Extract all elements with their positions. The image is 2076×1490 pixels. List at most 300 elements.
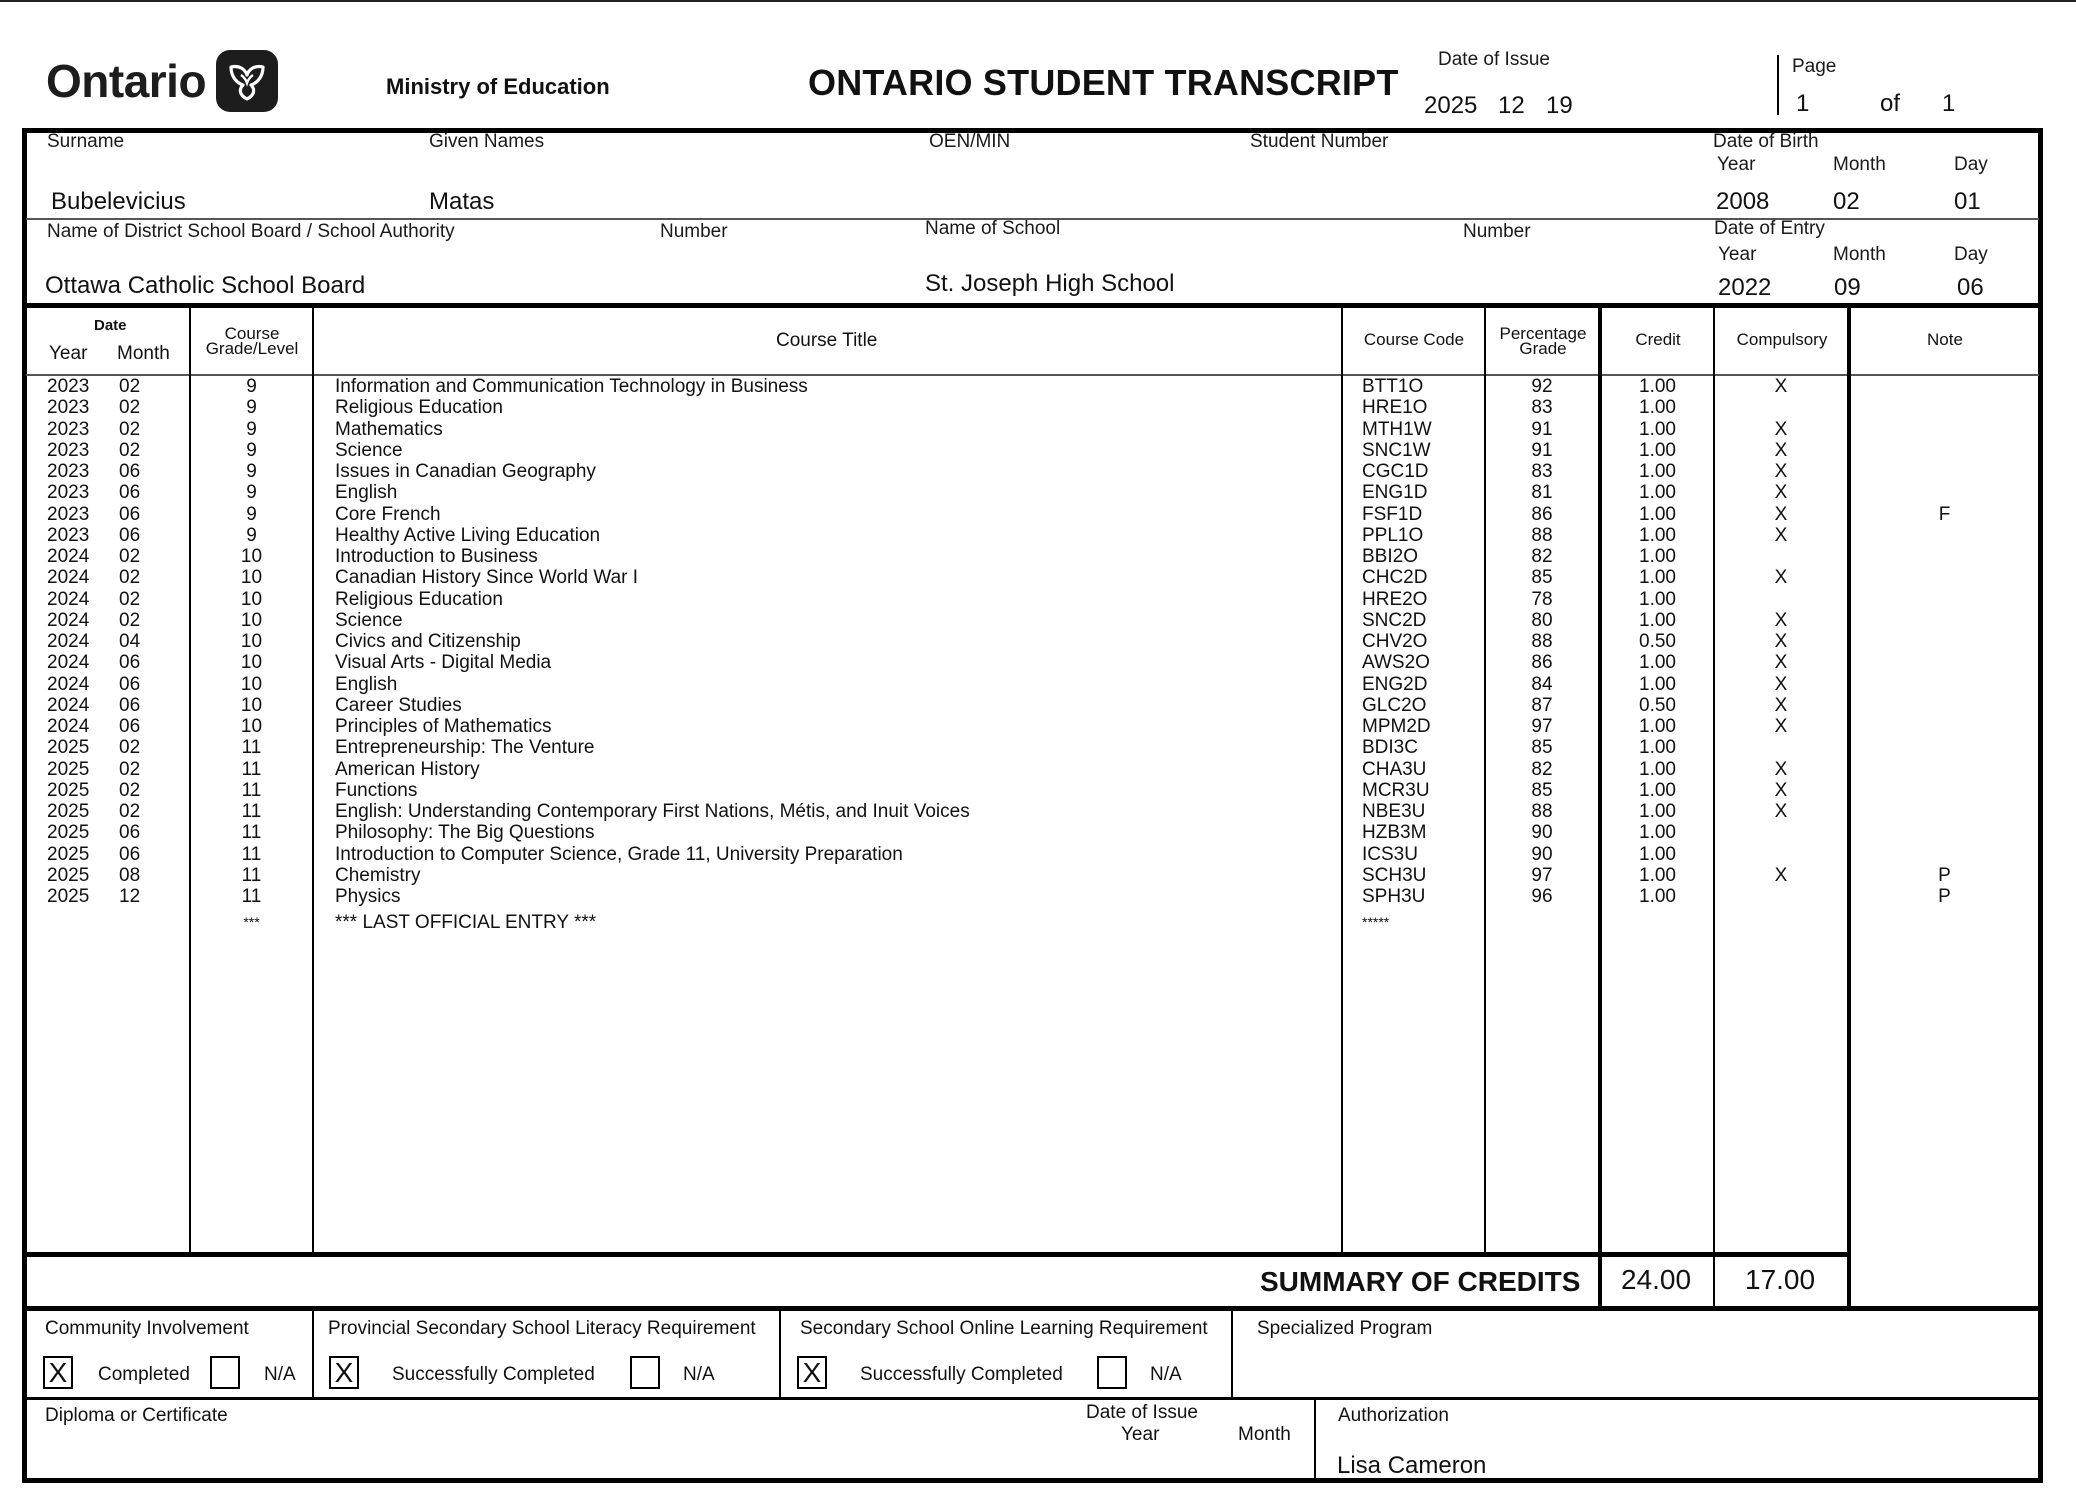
course-credit: 1.00 (1639, 779, 1676, 801)
authorization-name: Lisa Cameron (1337, 1452, 1487, 1479)
course-year: 2025 (47, 864, 90, 886)
course-year: 2023 (47, 376, 90, 397)
community-label: Community Involvement (45, 1318, 249, 1339)
course-title: Principles of Mathematics (335, 716, 552, 737)
last-entry-grade: *** (243, 914, 260, 931)
course-code: ENG1D (1362, 482, 1428, 504)
top-border (0, 0, 2076, 2)
literacy-label: Provincial Secondary School Literacy Requirement (328, 1318, 756, 1339)
course-grade: 11 (241, 779, 262, 801)
course-pct: 85 (1531, 779, 1553, 801)
course-code: SNC2D (1362, 609, 1427, 631)
course-year: 2025 (47, 779, 90, 801)
course-pct: 97 (1531, 716, 1553, 737)
course-row (0, 567, 2076, 588)
course-year: 2023 (47, 461, 90, 482)
header-course-code: Course Code (1363, 330, 1465, 349)
given-names-value: Matas (429, 188, 495, 215)
course-year: 2025 (47, 822, 90, 844)
course-code: CHC2D (1362, 567, 1428, 589)
course-credit: 1.00 (1639, 716, 1676, 737)
course-month: 08 (119, 864, 141, 886)
course-title: Religious Education (335, 588, 503, 610)
diploma-label: Diploma or Certificate (45, 1405, 228, 1426)
course-table-body (0, 376, 2076, 1256)
header-month: Month (117, 343, 170, 364)
course-comp: X (1774, 418, 1788, 440)
course-grade: 11 (241, 758, 262, 780)
header-year: Year (49, 343, 88, 364)
course-comp: X (1774, 461, 1788, 482)
course-credit: 1.00 (1639, 376, 1676, 397)
course-year: 2024 (47, 588, 90, 610)
course-comp: X (1774, 673, 1788, 695)
course-pct: 96 (1531, 886, 1553, 907)
course-code: NBE3U (1362, 801, 1426, 822)
course-month: 02 (119, 588, 141, 610)
course-month: 06 (119, 524, 141, 546)
ministry-name: Ministry of Education (386, 74, 610, 99)
course-row (0, 695, 2076, 716)
course-credit: 1.00 (1639, 801, 1676, 822)
course-year: 2024 (47, 546, 90, 567)
entry-day: 06 (1957, 274, 1984, 301)
course-month: 02 (119, 609, 141, 631)
course-pct: 81 (1531, 482, 1553, 504)
course-title: Religious Education (335, 397, 503, 419)
course-grade: 9 (246, 439, 257, 461)
course-comp: X (1774, 779, 1788, 801)
course-grade: 11 (241, 801, 262, 822)
course-code: BTT1O (1362, 376, 1424, 397)
course-row (0, 589, 2076, 610)
course-pct: 83 (1531, 397, 1553, 419)
course-month: 06 (119, 716, 141, 737)
course-grade: 9 (246, 461, 257, 482)
course-credit: 1.00 (1639, 886, 1676, 907)
course-credit: 0.50 (1639, 631, 1676, 652)
course-grade: 9 (246, 482, 257, 504)
course-month: 02 (119, 546, 141, 567)
header-date: Date (94, 317, 127, 334)
page-current: 1 (1796, 90, 1810, 117)
course-pct: 92 (1531, 376, 1553, 397)
course-grade: 10 (240, 567, 263, 589)
course-credit: 1.00 (1639, 567, 1676, 589)
footer-issue-month-label: Month (1238, 1424, 1291, 1445)
school-name-label: Name of School (925, 218, 1061, 239)
course-comp: X (1774, 503, 1788, 525)
course-row (0, 461, 2076, 482)
online-label: Secondary School Online Learning Requirement (800, 1318, 1208, 1339)
student-number-label: Student Number (1250, 131, 1389, 152)
entry-month: 09 (1834, 274, 1861, 301)
course-title: Issues in Canadian Geography (335, 461, 596, 482)
course-title: Core French (335, 503, 441, 525)
course-row (0, 419, 2076, 440)
course-year: 2025 (47, 737, 90, 759)
course-comp: X (1774, 864, 1788, 886)
course-month: 02 (119, 418, 141, 440)
course-credit: 1.00 (1639, 758, 1676, 780)
course-row (0, 886, 2076, 907)
course-pct: 88 (1531, 524, 1553, 546)
course-month: 06 (119, 482, 141, 504)
course-comp: X (1774, 694, 1788, 716)
surname-value: Bubelevicius (51, 188, 186, 215)
course-grade: 11 (241, 822, 262, 844)
course-pct: 97 (1531, 864, 1553, 886)
header-credit: Credit (1635, 330, 1681, 349)
course-pct: 82 (1531, 758, 1553, 780)
course-month: 06 (119, 461, 141, 482)
course-title: Career Studies (335, 694, 462, 716)
board-number-label: Number (660, 221, 728, 242)
course-row (0, 397, 2076, 418)
course-credit: 1.00 (1639, 397, 1676, 419)
dob-label: Date of Birth (1713, 131, 1819, 152)
course-credit: 1.00 (1639, 609, 1676, 631)
literacy-completed-checkbox[interactable]: X (329, 1356, 359, 1389)
course-code: HRE2O (1362, 588, 1428, 610)
course-month: 02 (119, 801, 141, 822)
course-year: 2025 (47, 758, 90, 780)
course-grade: 10 (240, 609, 263, 631)
course-month: 02 (119, 737, 141, 759)
course-year: 2023 (47, 503, 90, 525)
entry-year: 2022 (1718, 274, 1772, 301)
course-row (0, 822, 2076, 843)
course-code: ICS3U (1362, 843, 1418, 865)
course-title: Physics (335, 886, 401, 907)
course-title: English (335, 482, 398, 504)
course-month: 02 (119, 779, 141, 801)
dob-month: 02 (1833, 188, 1860, 215)
course-note: P (1938, 864, 1951, 886)
course-pct: 90 (1531, 822, 1553, 844)
course-credit: 1.00 (1639, 482, 1676, 504)
entry-month-label: Month (1833, 244, 1886, 265)
course-grade: 10 (240, 652, 263, 674)
course-month: 06 (119, 822, 141, 844)
course-grade: 9 (246, 397, 257, 419)
course-credit: 1.00 (1639, 439, 1676, 461)
course-title: Science (335, 439, 403, 461)
course-year: 2025 (47, 801, 90, 822)
literacy-completed-label: Successfully Completed (392, 1364, 595, 1385)
course-code: MCR3U (1362, 779, 1430, 801)
course-row (0, 610, 2076, 631)
footer-divider (1314, 1400, 1316, 1480)
course-credit: 1.00 (1639, 737, 1676, 759)
course-month: 06 (119, 503, 141, 525)
course-grade: 10 (240, 673, 263, 695)
course-comp: X (1774, 716, 1788, 737)
header-grade-level-line1: Course (224, 324, 280, 343)
dob-year-label: Year (1717, 154, 1756, 175)
oen-label: OEN/MIN (929, 131, 1011, 152)
course-note: F (1938, 503, 1951, 525)
course-code: MTH1W (1362, 418, 1432, 440)
course-comp: X (1774, 631, 1788, 652)
course-title: Healthy Active Living Education (335, 524, 601, 546)
course-grade: 11 (241, 864, 262, 886)
course-title: Science (335, 609, 403, 631)
course-row (0, 504, 2076, 525)
online-completed-label: Successfully Completed (860, 1364, 1063, 1385)
course-year: 2024 (47, 609, 90, 631)
course-pct: 90 (1531, 843, 1553, 865)
course-code: CGC1D (1362, 461, 1429, 482)
course-credit: 1.00 (1639, 588, 1676, 610)
page-label: Page (1792, 56, 1837, 77)
summary-compulsory-credits: 17.00 (1745, 1264, 1816, 1295)
course-grade: 11 (241, 886, 262, 907)
course-credit: 1.00 (1639, 843, 1676, 865)
header-percentage-line2: Grade (1519, 339, 1567, 358)
course-title: Information and Communication Technology in Business (335, 376, 808, 397)
course-comp: X (1774, 652, 1788, 674)
entry-day-label: Day (1954, 244, 1988, 265)
course-code: ENG2D (1362, 673, 1428, 695)
header-course-title: Course Title (776, 330, 878, 351)
specialized-program-label: Specialized Program (1257, 1318, 1433, 1339)
course-row (0, 844, 2076, 865)
school-number-label: Number (1463, 221, 1531, 242)
course-pct: 85 (1531, 737, 1553, 759)
course-pct: 91 (1531, 439, 1553, 461)
course-month: 02 (119, 397, 141, 419)
course-grade: 10 (240, 716, 263, 737)
footer-issue-year-label: Year (1121, 1424, 1160, 1445)
course-month: 02 (119, 567, 141, 589)
course-credit: 1.00 (1639, 673, 1676, 695)
ontario-logo (46, 50, 278, 112)
course-pct: 84 (1531, 673, 1553, 695)
course-row (0, 546, 2076, 567)
course-credit: 1.00 (1639, 822, 1676, 844)
given-names-label: Given Names (429, 131, 545, 152)
header-note: Note (1927, 330, 1963, 349)
req-divider-1 (312, 1310, 314, 1398)
course-code: CHA3U (1362, 758, 1427, 780)
last-entry-code: ***** (1362, 914, 1390, 931)
community-na-checkbox[interactable] (210, 1356, 240, 1389)
course-row (0, 440, 2076, 461)
authorization-label: Authorization (1338, 1405, 1449, 1426)
course-credit: 1.00 (1639, 461, 1676, 482)
community-completed-label: Completed (98, 1364, 190, 1385)
course-pct: 88 (1531, 801, 1553, 822)
course-pct: 87 (1531, 694, 1553, 716)
course-title: Entrepreneurship: The Venture (335, 737, 595, 759)
course-month: 06 (119, 652, 141, 674)
document-title: ONTARIO STUDENT TRANSCRIPT (808, 62, 1399, 103)
last-entry-title: *** LAST OFFICIAL ENTRY *** (335, 912, 597, 934)
header-compulsory: Compulsory (1736, 330, 1828, 349)
entry-label: Date of Entry (1714, 218, 1825, 239)
course-grade: 10 (240, 588, 263, 610)
literacy-na-checkbox[interactable] (630, 1356, 660, 1389)
board-label: Name of District School Board / School Authority (47, 221, 455, 242)
course-grade: 10 (240, 694, 263, 716)
course-title: Canadian History Since World War I (335, 567, 639, 589)
course-pct: 82 (1531, 546, 1553, 567)
online-na-label: N/A (1150, 1364, 1182, 1385)
course-title: Civics and Citizenship (335, 631, 521, 652)
dob-month-label: Month (1833, 154, 1886, 175)
course-code: BDI3C (1362, 737, 1418, 759)
footer-issue-label: Date of Issue (1086, 1402, 1198, 1423)
course-pct: 80 (1531, 609, 1553, 631)
course-row (0, 865, 2076, 886)
header-grade-level-line2: Grade/Level (205, 339, 299, 358)
course-grade: 9 (246, 503, 257, 525)
community-na-label: N/A (264, 1364, 296, 1385)
divider-footer-top (22, 1397, 2043, 1400)
issue-year: 2025 (1424, 92, 1478, 119)
dob-day: 01 (1954, 188, 1981, 215)
req-divider-2 (779, 1310, 781, 1398)
entry-year-label: Year (1718, 244, 1757, 265)
header-percentage (1487, 326, 1599, 356)
course-row (0, 376, 2076, 397)
course-credit: 1.00 (1639, 546, 1676, 567)
literacy-na-label: N/A (683, 1364, 715, 1385)
course-code: HZB3M (1362, 822, 1427, 844)
course-pct: 78 (1531, 588, 1553, 610)
course-comp: X (1774, 801, 1788, 822)
logo-text: Ontario (46, 55, 207, 107)
course-code: SNC1W (1362, 439, 1431, 461)
summary-total-credits: 24.00 (1621, 1264, 1692, 1295)
course-pct: 88 (1531, 631, 1553, 652)
course-title: English (335, 673, 398, 695)
course-month: 02 (119, 376, 141, 397)
header-percentage-line1: Percentage (1499, 324, 1587, 343)
course-month: 12 (119, 886, 141, 907)
summary-label: SUMMARY OF CREDITS (1260, 1266, 1581, 1297)
course-year: 2024 (47, 567, 90, 589)
course-row (0, 631, 2076, 652)
course-credit: 1.00 (1639, 524, 1676, 546)
course-year: 2024 (47, 716, 90, 737)
school-name-value: St. Joseph High School (925, 270, 1175, 297)
course-code: SPH3U (1362, 886, 1426, 907)
course-year: 2024 (47, 652, 90, 674)
course-row (0, 525, 2076, 546)
community-completed-checkbox[interactable]: X (43, 1356, 73, 1389)
course-code: AWS2O (1362, 652, 1430, 674)
course-pct: 86 (1531, 652, 1553, 674)
course-code: FSF1D (1362, 503, 1423, 525)
course-title: Mathematics (335, 418, 443, 440)
course-year: 2023 (47, 524, 90, 546)
course-title: Introduction to Business (335, 546, 538, 567)
course-grade: 11 (241, 737, 262, 759)
course-row (0, 801, 2076, 822)
course-year: 2025 (47, 843, 90, 865)
course-year: 2023 (47, 482, 90, 504)
header-grade-level (193, 326, 311, 356)
surname-label: Surname (47, 131, 125, 152)
course-code: GLC2O (1362, 694, 1427, 716)
course-row (0, 759, 2076, 780)
issue-month: 12 (1498, 92, 1525, 119)
online-completed-checkbox[interactable]: X (797, 1356, 827, 1389)
trillium-icon (216, 50, 278, 112)
course-year: 2024 (47, 694, 90, 716)
course-credit: 0.50 (1639, 694, 1676, 716)
course-month: 02 (119, 439, 141, 461)
dob-day-label: Day (1954, 154, 1988, 175)
course-pct: 83 (1531, 461, 1553, 482)
course-code: CHV2O (1362, 631, 1428, 652)
course-grade: 11 (241, 843, 262, 865)
course-pct: 91 (1531, 418, 1553, 440)
course-comp: X (1774, 376, 1788, 397)
course-month: 06 (119, 673, 141, 695)
course-comp: X (1774, 524, 1788, 546)
course-year: 2025 (47, 886, 90, 907)
course-credit: 1.00 (1639, 864, 1676, 886)
course-grade: 9 (246, 376, 257, 397)
course-row (0, 482, 2076, 503)
course-row (0, 716, 2076, 737)
course-pct: 86 (1531, 503, 1553, 525)
course-grade: 10 (240, 631, 263, 652)
issue-date-label: Date of Issue (1438, 49, 1550, 70)
course-title: Introduction to Computer Science, Grade 11, University Preparation (335, 843, 903, 865)
course-title: American History (335, 758, 480, 780)
course-credit: 1.00 (1639, 418, 1676, 440)
course-row (0, 780, 2076, 801)
divider-table-top (22, 303, 2043, 308)
course-title: Visual Arts - Digital Media (335, 652, 552, 674)
course-title: Functions (335, 779, 418, 801)
board-value: Ottawa Catholic School Board (45, 272, 366, 299)
course-month: 04 (119, 631, 141, 652)
course-year: 2023 (47, 439, 90, 461)
page-of-label: of (1880, 90, 1901, 117)
course-title: Chemistry (335, 864, 421, 886)
course-note: P (1938, 886, 1951, 907)
course-year: 2023 (47, 418, 90, 440)
divider-summary-top (22, 1252, 1851, 1257)
course-pct: 85 (1531, 567, 1553, 589)
course-month: 06 (119, 843, 141, 865)
course-year: 2024 (47, 673, 90, 695)
course-code: PPL1O (1362, 524, 1424, 546)
page-divider (1777, 55, 1779, 115)
course-code: SCH3U (1362, 864, 1427, 886)
online-na-checkbox[interactable] (1097, 1356, 1127, 1389)
course-comp: X (1774, 567, 1788, 589)
course-month: 02 (119, 758, 141, 780)
course-comp: X (1774, 439, 1788, 461)
course-credit: 1.00 (1639, 503, 1676, 525)
page-total: 1 (1942, 90, 1956, 117)
dob-year: 2008 (1716, 188, 1770, 215)
course-year: 2023 (47, 397, 90, 419)
course-month: 06 (119, 694, 141, 716)
course-credit: 1.00 (1639, 652, 1676, 674)
divider-requirements-top (22, 1306, 2043, 1311)
course-grade: 9 (246, 524, 257, 546)
course-title: Philosophy: The Big Questions (335, 822, 595, 844)
course-row (0, 737, 2076, 758)
course-grade: 10 (240, 546, 263, 567)
